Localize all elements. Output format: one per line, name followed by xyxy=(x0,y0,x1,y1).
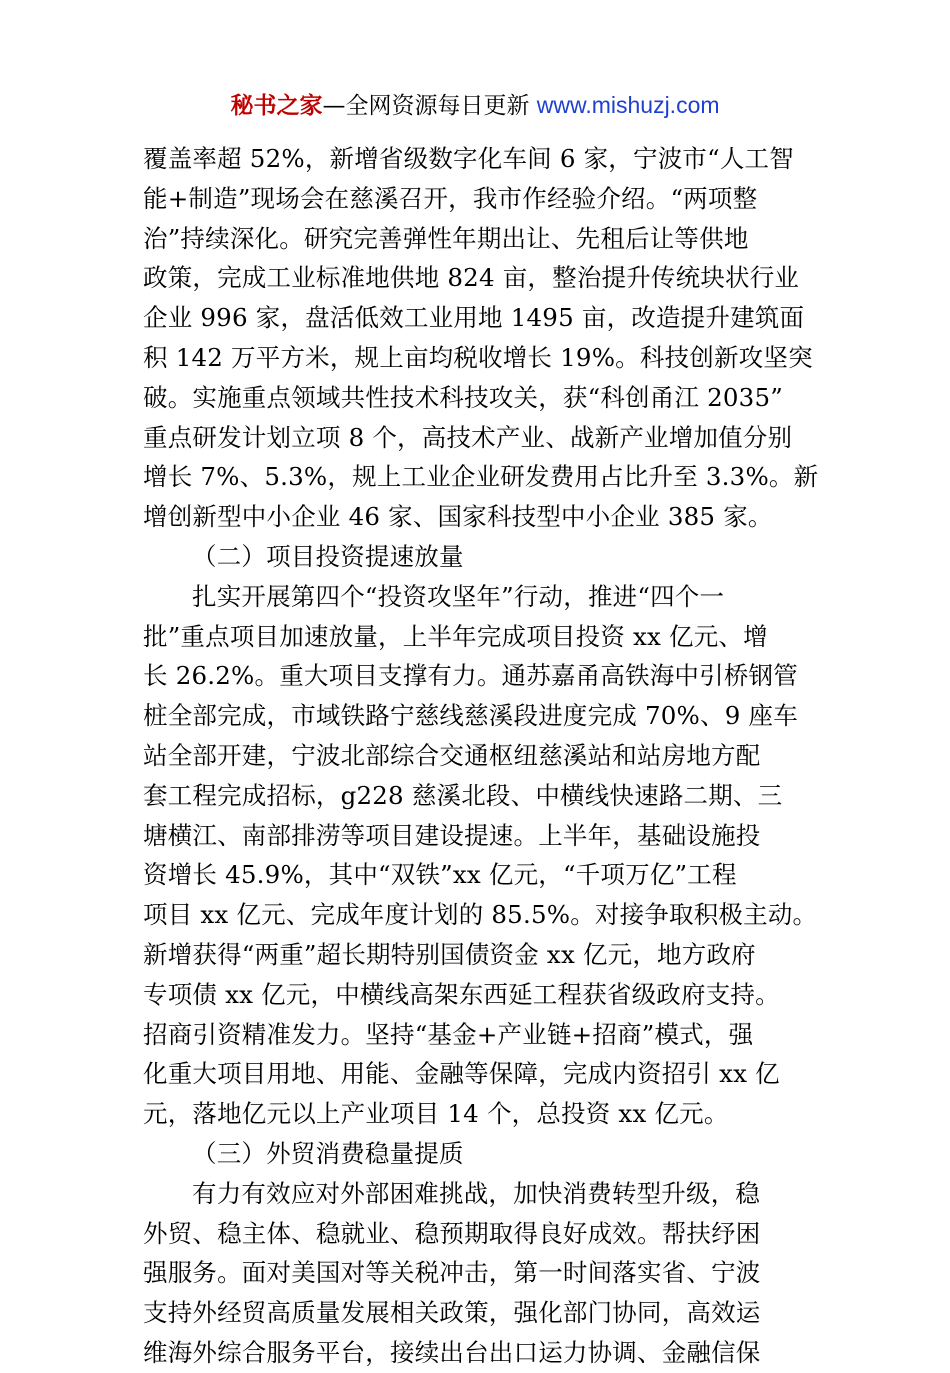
text-line: 能+制造”现场会在慈溪召开，我市作经验介绍。“两项整 xyxy=(143,183,758,213)
text-line: 增创新型中小企业 46 家、国家科技型中小企业 385 家。 xyxy=(143,502,773,532)
text-line: 长 26.2%。重大项目支撑有力。通苏嘉甬高铁海中引桥钢管 xyxy=(143,661,798,691)
site-header xyxy=(0,88,950,123)
text-line: 重点研发计划立项 8 个，高技术产业、战新产业增加值分别 xyxy=(143,422,793,452)
text-line: 站全部开建，宁波北部综合交通枢纽慈溪站和站房地方配 xyxy=(143,740,761,770)
text-line: 政策，完成工业标准地供地 824 亩，整治提升传统块状行业 xyxy=(143,263,800,293)
text-line: 新增获得“两重”超长期特别国债资金 xx 亿元，地方政府 xyxy=(143,939,756,969)
text-line: 破。实施重点领域共性技术科技攻关，获“科创甬江 2035” xyxy=(143,382,783,412)
section-heading: （三）外贸消费稳量提质 xyxy=(192,1138,464,1168)
text-line: 招商引资精准发力。坚持“基金+产业链+招商”模式，强 xyxy=(143,1019,754,1049)
text-line: 治”持续深化。研究完善弹性年期出让、先租后让等供地 xyxy=(143,223,749,253)
text-line: 专项债 xx 亿元，中横线高架东西延工程获省级政府支持。 xyxy=(143,979,780,1009)
text-line: 外贸、稳主体、稳就业、稳预期取得良好成效。帮扶纾困 xyxy=(143,1218,761,1248)
paragraph-first-line: 扎实开展第四个“投资攻坚年”行动，推进“四个一 xyxy=(192,581,725,611)
text-line: 套工程完成招标，g228 慈溪北段、中横线快速路二期、三 xyxy=(143,780,783,810)
text-line: 塘横江、南部排涝等项目建设提速。上半年，基础设施投 xyxy=(143,820,761,850)
text-line: 维海外综合服务平台，接续出台出口运力协调、金融信保 xyxy=(143,1337,761,1367)
site-brand: 秘书之家 xyxy=(230,93,323,119)
text-line: 项目 xx 亿元、完成年度计划的 85.5%。对接争取积极主动。 xyxy=(143,900,818,930)
paragraph-first-line: 有力有效应对外部困难挑战，加快消费转型升级，稳 xyxy=(192,1178,761,1208)
text-line: 强服务。面对美国对等关税冲击，第一时间落实省、宁波 xyxy=(143,1258,761,1288)
text-line: 化重大项目用地、用能、金融等保障，完成内资招引 xx 亿 xyxy=(143,1059,780,1089)
text-line: 支持外经贸高质量发展相关政策，强化部门协同，高效运 xyxy=(143,1298,761,1328)
text-line: 覆盖率超 52%，新增省级数字化车间 6 家，宁波市“人工智 xyxy=(143,144,794,173)
document-body xyxy=(143,139,819,1373)
text-line: 积 142 万平方米，规上亩均税收增长 19%。科技创新攻坚突 xyxy=(143,342,813,372)
text-line: 批”重点项目加速放量，上半年完成项目投资 xx 亿元、增 xyxy=(143,621,768,651)
text-line: 元，落地亿元以上产业项目 14 个，总投资 xx 亿元。 xyxy=(143,1099,729,1129)
text-line: 资增长 45.9%，其中“双铁”xx 亿元，“千项万亿”工程 xyxy=(143,860,737,890)
site-url-link[interactable]: www.mishuzj.com xyxy=(536,92,720,118)
section-heading: （二）项目投资提速放量 xyxy=(192,541,464,571)
text-line: 增长 7%、5.3%，规上工业企业研发费用占比升至 3.3%。新 xyxy=(143,462,819,492)
text-line: 桩全部完成，市域铁路宁慈线慈溪段进度完成 70%、9 座车 xyxy=(143,701,798,731)
site-tagline: —全网资源每日更新 xyxy=(322,93,537,119)
text-line: 企业 996 家，盘活低效工业用地 1495 亩，改造提升建筑面 xyxy=(143,303,805,333)
